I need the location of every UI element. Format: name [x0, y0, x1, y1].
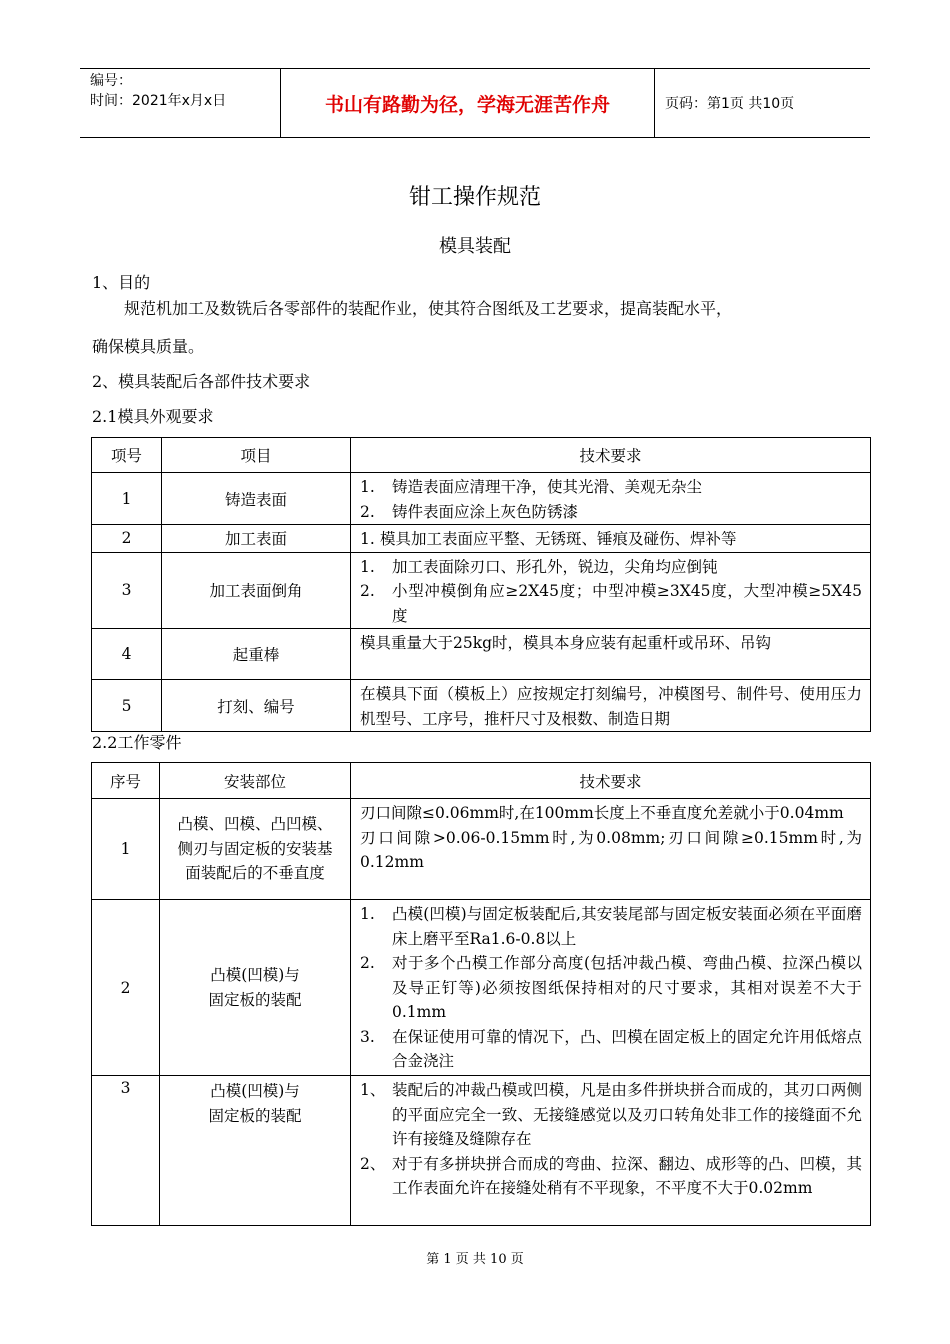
- table-row: [92, 629, 871, 680]
- list-item: 1. 铸造表面应清理干净，使其光滑、美观无杂尘: [360, 478, 703, 496]
- section-2-1-heading: 2.1模具外观要求: [92, 407, 214, 426]
- list-item: 1. 加工表面除刃口、形孔外，锐边，尖角均应倒钝: [360, 557, 718, 576]
- column-header: 安装部位: [160, 763, 351, 799]
- table-row: [92, 1076, 871, 1226]
- list-item: 2. 对于多个凸模工作部分高度(包括冲裁凸模、弯曲凸模、拉深凸模以及导正钉等)必须按图纸保持相对的尺寸要求，其相对误差不大于0.1mm: [360, 954, 862, 1021]
- appearance-requirements-table: [91, 437, 871, 732]
- row-number: 5: [92, 680, 162, 732]
- row-number: 2: [92, 525, 162, 553]
- row-requirements: [351, 552, 871, 629]
- header-motto: 书山有路勤为径，学海无涯苦作舟: [281, 69, 655, 137]
- table-row: [92, 799, 871, 900]
- table-row: [92, 680, 871, 732]
- list-item: 1、 装配后的冲裁凸模或凹模，凡是由多件拼块拼合而成的，其刃口两侧的平面应完全一致、无接缝感觉以及刃口转角处非工作的接缝面不允许有接缝及缝隙存在: [360, 1081, 862, 1148]
- table-header-row: [92, 763, 871, 799]
- column-header: 项目: [162, 438, 351, 473]
- time-label: 时间：2021年x月x日: [90, 93, 227, 109]
- table-row: [92, 900, 871, 1076]
- number-label: 编号：: [90, 73, 132, 89]
- row-item: 铸造表面: [162, 473, 351, 525]
- section-1-text-line-1: 规范机加工及数铣后各零部件的装配作业，使其符合图纸及工艺要求，提高装配水平，: [124, 299, 733, 318]
- column-header: 序号: [92, 763, 160, 799]
- row-item: 凸模、凹模、凸凹模、侧刃与固定板的安装基面装配后的不垂直度: [160, 799, 351, 900]
- row-requirements: 在模具下面（模板上）应按规定打刻编号，冲模图号、制件号、使用压力机型号、工序号，推杆尺寸及根数、制造日期: [351, 680, 871, 732]
- table-row: [92, 473, 871, 525]
- section-2-2-heading: 2.2工作零件: [92, 733, 182, 752]
- document-title: 钳工操作规范: [408, 185, 541, 210]
- document-subtitle: 模具装配: [439, 236, 511, 257]
- table-row: [92, 525, 871, 553]
- list-item: 2. 铸件表面应涂上灰色防锈漆: [360, 502, 579, 521]
- row-requirements: [351, 473, 871, 525]
- section-1-text-line-2: 确保模具质量。: [92, 337, 205, 356]
- row-item: 加工表面: [162, 525, 351, 553]
- page-footer: 第 1 页 共 10 页: [426, 1252, 524, 1267]
- row-item: 加工表面倒角: [162, 552, 351, 629]
- column-header: 技术要求: [351, 763, 871, 799]
- list-item: 2. 小型冲模倒角应≥2X45度；中型冲模≥3X45度，大型冲模≥5X45度: [360, 582, 862, 625]
- row-item: 打刻、编号: [162, 680, 351, 732]
- row-number: 1: [92, 473, 162, 525]
- requirement-text: 刃口间隙≤0.06mm时,在100mm长度上不垂直度允差就小于0.04mm: [360, 804, 844, 822]
- row-number: 2: [92, 900, 160, 1076]
- column-header: 项号: [92, 438, 162, 473]
- requirement-text: 刃口间隙>0.06-0.15mm时,为0.08mm;刃口间隙≥0.15mm时,为0.12mm: [360, 828, 862, 871]
- row-item: 起重棒: [162, 629, 351, 680]
- table-row: [92, 552, 871, 629]
- row-item: 凸模(凹模)与 固定板的装配: [160, 900, 351, 1076]
- row-requirements: [351, 525, 871, 553]
- column-header: 技术要求: [351, 438, 871, 473]
- row-requirements: [351, 799, 871, 900]
- row-item: 凸模(凹模)与 固定板的装配: [160, 1076, 351, 1226]
- row-number: 3: [92, 1076, 160, 1226]
- row-number: 4: [92, 629, 162, 680]
- list-item: 1. 模具加工表面应平整、无锈斑、锤痕及碰伤、焊补等: [360, 530, 737, 548]
- list-item: 3. 在保证使用可靠的情况下，凸、凹模在固定板上的固定允许用低熔点合金浇注: [360, 1027, 862, 1070]
- header-meta: [80, 69, 281, 137]
- list-item: 1. 凸模(凹模)与固定板装配后,其安装尾部与固定板安装面必须在平面磨床上磨平至Ra1.6-0.8以上: [360, 905, 862, 948]
- table-header-row: [92, 438, 871, 473]
- row-number: 1: [92, 799, 160, 900]
- list-item: 2、 对于有多拼块拼合而成的弯曲、拉深、翻边、成形等的凸、凹模，其工作表面允许在接缝处稍有不平现象，不平度不大于0.02mm: [360, 1154, 862, 1197]
- row-requirements: [351, 1076, 871, 1226]
- row-number: 3: [92, 552, 162, 629]
- section-1-heading: 1、目的: [92, 273, 151, 292]
- row-requirements: 模具重量大于25kg时，模具本身应装有起重杆或吊环、吊钩: [351, 629, 871, 680]
- row-requirements: [351, 900, 871, 1076]
- header-page-label: 页码：第1页 共10页: [665, 96, 795, 112]
- page-header: [80, 68, 870, 138]
- section-2-heading: 2、模具装配后各部件技术要求: [92, 372, 311, 391]
- working-parts-table: [91, 762, 871, 1226]
